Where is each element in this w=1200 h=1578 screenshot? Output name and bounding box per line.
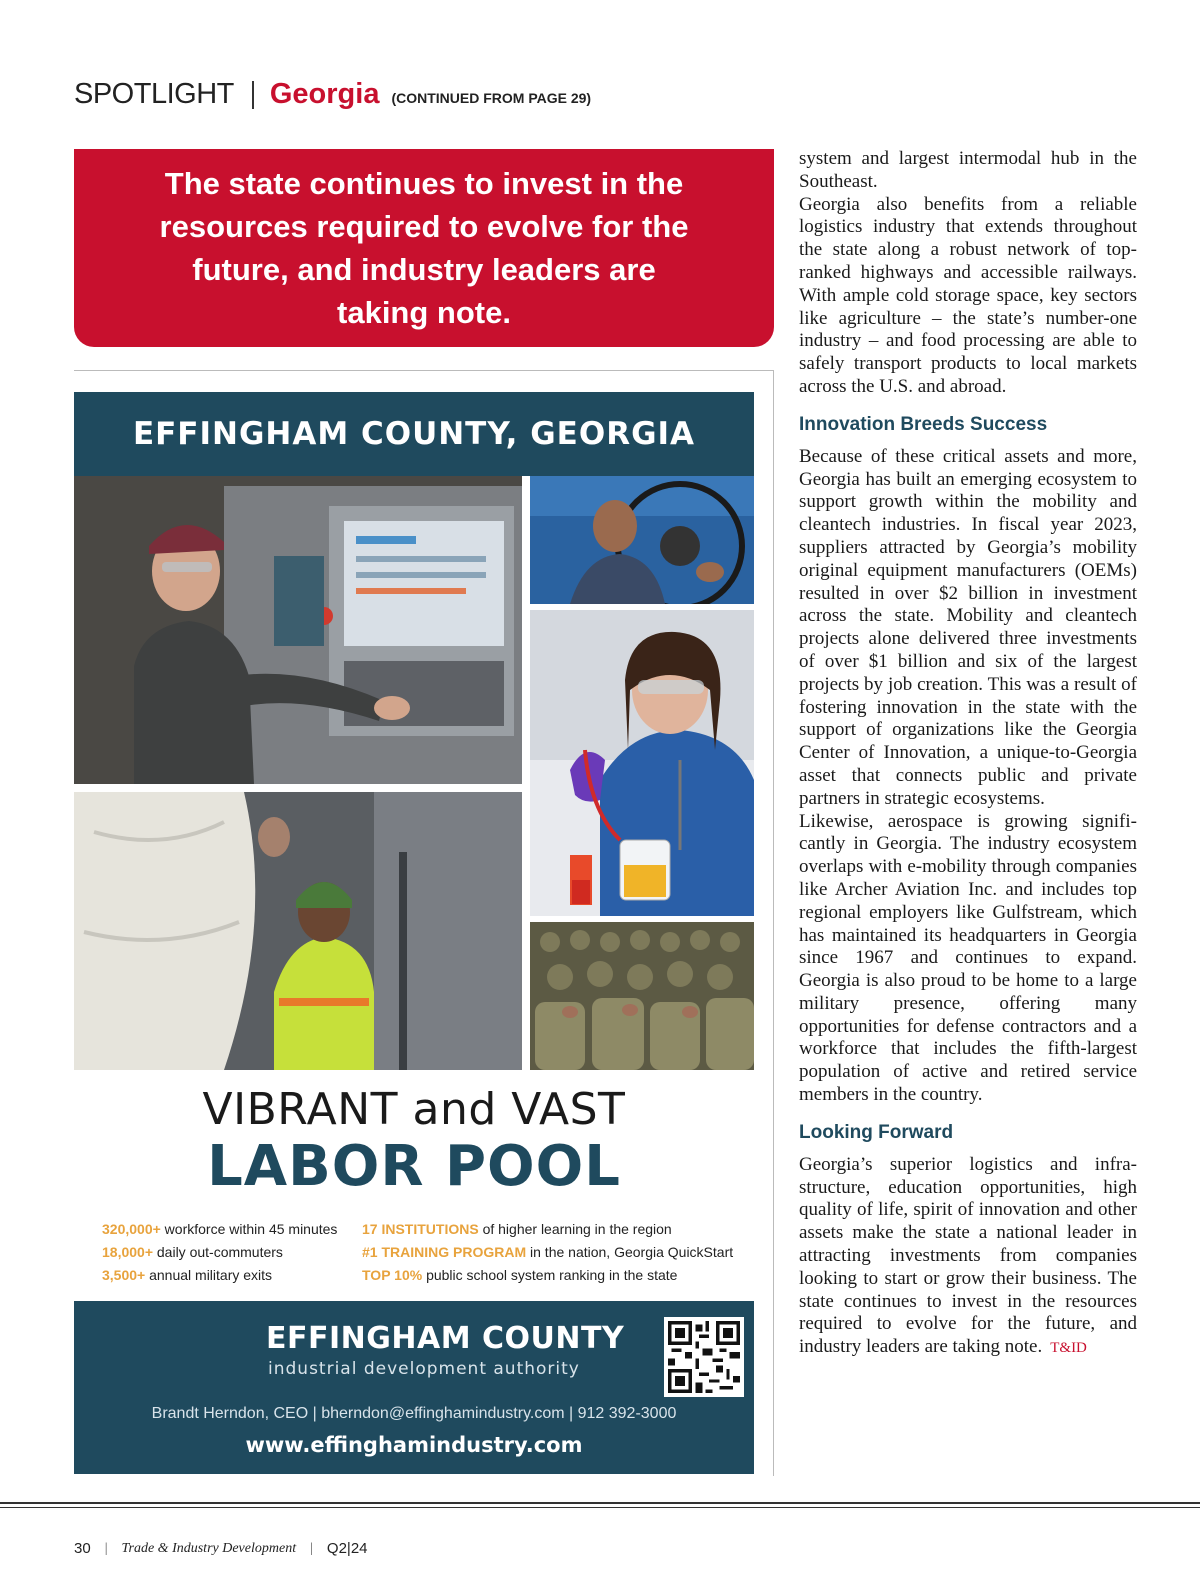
stat-item: 18,000+ daily out-commuters	[102, 1244, 283, 1260]
ad-headline-primary: VIBRANT and VAST	[202, 1084, 626, 1135]
header-divider	[252, 81, 254, 109]
stat-item: #1 TRAINING PROGRAM in the nation, Georgia QuickStart	[362, 1244, 734, 1260]
ad-stats-left	[102, 1218, 337, 1287]
page-number: 30	[74, 1540, 91, 1557]
stat-item: TOP 10% public school system ranking in the state	[362, 1267, 678, 1283]
footer-rule	[0, 1502, 1200, 1504]
stat-item: 17 INSTITUTIONS of higher learning in the region	[362, 1221, 672, 1237]
ad-banner	[74, 392, 754, 476]
photo-machinist	[74, 476, 522, 784]
section-state: Georgia	[269, 78, 380, 110]
ad-contact-line: Brandt Herndon, CEO | bherndon@effinghamindustry.com | 912 392-3000	[151, 1405, 677, 1422]
photo-soldiers	[530, 922, 754, 1070]
article-column	[799, 148, 1137, 1360]
photo-bike-mechanic	[530, 476, 754, 604]
footer-separator: |	[104, 1540, 108, 1556]
subheading-looking-forward: Looking Forward	[799, 1121, 954, 1143]
issue-label: Q2|24	[326, 1540, 368, 1557]
footer-separator: |	[310, 1540, 313, 1556]
ad-org-name: EFFINGHAM COUNTY	[266, 1321, 625, 1356]
paragraph: Because of these critical assets and more, Georgia has built an emerging ecosystem to support growth within the mobility and cleantech industries. In fiscal year 2023, suppliers attracted by Georgia’s mobility original equipment manufacturers (OEMs) resulted in over $2 billion in investment across the state. Mobility and cleantech projects alone delivered three investments of over $1 billion and six of the largest projects by job creation. This was a result of fostering innovation in the state with the support of organizations like the Georgia Center of Innovation, a unique-to-Georgia asset that connects public and private partners in strategic ecosystems.	[799, 445, 1137, 809]
ad-stats-right	[362, 1218, 733, 1287]
ad-top-rule	[74, 370, 774, 371]
photo-hi-vis-worker	[74, 792, 522, 1070]
qr-code-icon[interactable]	[664, 1317, 744, 1397]
footer-rule	[0, 1507, 1200, 1508]
section-label: SPOTLIGHT	[74, 78, 234, 110]
ad-org-subtitle: industrial development authority	[268, 1359, 580, 1379]
ad-footer	[74, 1301, 754, 1474]
publication-name: Trade & Industry Development	[121, 1540, 297, 1556]
ad-website-link[interactable]: www.effinghamindustry.com	[245, 1433, 583, 1457]
photo-lab-scientist	[530, 610, 754, 916]
end-mark: T&ID	[1050, 1340, 1087, 1357]
section-header	[74, 78, 591, 111]
pull-quote-text: The state continues to invest in the resources required to evolve for the future, and industry leaders are taking note.	[159, 166, 689, 330]
paragraph-final: Georgia’s superior logistics and infrastructure, education opportunities, high quality of life, spirit of innovation and other assets make the state a national leader in attracting investments from companies looking to start or grow their business. The state continues to invest in the resources required to evolve for the future, and industry leaders are taking note. T&ID	[799, 1153, 1137, 1358]
pull-quote	[74, 149, 774, 347]
paragraph: Likewise, aerospace is growing significantly in Georgia. The industry ecosystem overlaps with e-mobility through companies like Archer Aviation Inc. and includes top regional employers like Gulfstream, which has maintained its headquarters in Georgia since 1967 and continues to expand. Georgia is also proud to be home to a large military presence, offering many opportunities for defense contractors and a workforce that includes the fifth-largest population of active and retired service members in the country.	[799, 810, 1137, 1106]
ad-banner-title: EFFINGHAM COUNTY, GEORGIA	[132, 416, 696, 452]
stat-item: 3,500+ annual military exits	[102, 1267, 273, 1283]
advertisement	[74, 392, 754, 1474]
page-footer	[74, 1540, 368, 1557]
continued-note: (CONTINUED FROM PAGE 29)	[391, 90, 592, 106]
stat-item: 320,000+ workforce within 45 minutes	[102, 1221, 338, 1237]
paragraph: system and largest intermodal hub in the Southeast.	[799, 148, 1137, 192]
column-divider	[773, 370, 774, 1476]
paragraph: Georgia also benefits from a reliable logistics industry that extends throughout the state along a robust network of top-ranked highways and accessible railways. With ample cold storage space, key sectors like agriculture – the state’s number-one industry – and food processing are able to safely transport products to local markets across the U.S. and abroad.	[799, 193, 1137, 397]
subheading-innovation: Innovation Breeds Success	[799, 413, 1048, 435]
ad-headline-secondary: LABOR POOL	[207, 1134, 621, 1199]
